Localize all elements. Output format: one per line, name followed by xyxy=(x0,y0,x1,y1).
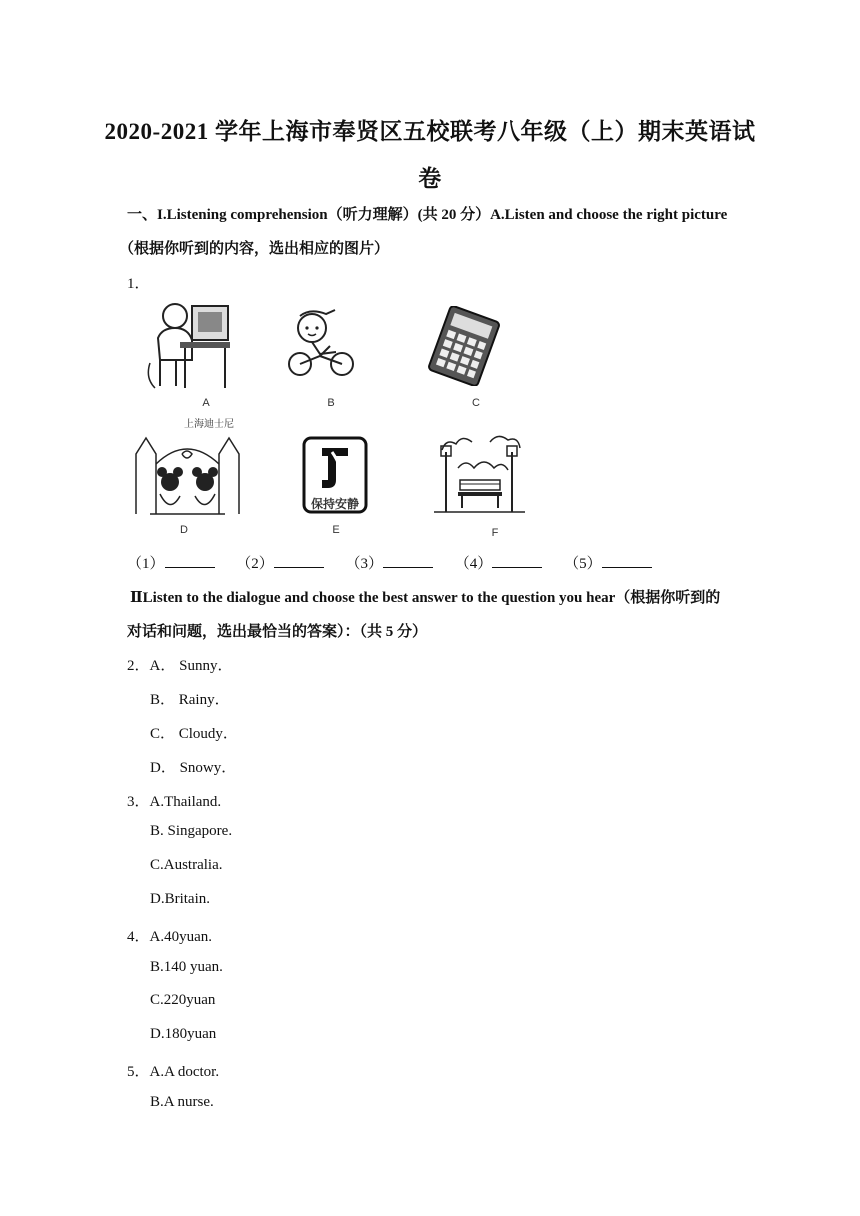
question-2-option-c[interactable]: C． Cloudy． xyxy=(150,726,238,742)
question-5-option-a[interactable]: A.A doctor. xyxy=(149,1064,220,1080)
picture-a-letter: A xyxy=(202,397,210,409)
blank-label-3: （3） xyxy=(345,556,384,572)
picture-a-computer-icon xyxy=(140,298,240,393)
answer-blank-1[interactable] xyxy=(165,553,215,568)
picture-e-letter: E xyxy=(332,524,340,536)
question-5 xyxy=(127,1060,219,1081)
picture-b-letter: B xyxy=(327,397,335,409)
question-4-number: 4． xyxy=(127,929,150,945)
question-3-option-a[interactable]: A.Thailand. xyxy=(149,794,222,810)
section2-heading-cn: 对话和问题，选出最恰当的答案）：（共 5 分） xyxy=(127,624,428,640)
question-3 xyxy=(127,790,221,811)
question-4-option-c[interactable]: C.220yuan xyxy=(150,992,216,1008)
section1-heading-cn: （根据你听到的内容，选出相应的图片） xyxy=(119,241,390,257)
question-2-option-a[interactable]: A． Sunny． xyxy=(149,658,233,674)
blank-item-3 xyxy=(346,552,434,573)
blank-item-4 xyxy=(455,552,543,573)
exam-title-line1: 2020-2021 学年上海市奉贤区五校联考八年级（上）期末英语试 xyxy=(104,119,756,144)
answer-blank-2[interactable] xyxy=(274,553,324,568)
blank-item-5 xyxy=(564,552,652,573)
question-2-option-b[interactable]: B． Rainy． xyxy=(150,692,230,708)
blank-label-1: （1） xyxy=(127,556,165,572)
answer-blanks-row xyxy=(127,552,670,573)
picture-d-disneyland-icon xyxy=(130,414,245,522)
question-4 xyxy=(127,925,212,946)
question-5-number: 5． xyxy=(127,1064,150,1080)
question-3-option-c[interactable]: C.Australia. xyxy=(150,857,223,873)
picture-c-calculator-icon xyxy=(428,306,500,386)
blank-item-1 xyxy=(127,552,215,573)
picture-d-caption: 上海迪士尼 xyxy=(184,419,234,430)
blank-label-5: （5） xyxy=(564,556,602,572)
blank-item-2 xyxy=(236,552,324,573)
answer-blank-3[interactable] xyxy=(383,553,433,568)
picture-f-park-bench-icon xyxy=(432,428,527,516)
question-2-option-d[interactable]: D． Snowy． xyxy=(150,760,237,776)
picture-f-letter: F xyxy=(491,527,499,539)
question-3-option-b[interactable]: B. Singapore. xyxy=(150,823,233,839)
picture-e-caption: 保持安静 xyxy=(310,497,359,511)
question-4-option-b[interactable]: B.140 yuan. xyxy=(150,959,223,975)
question-4-option-d[interactable]: D.180yuan xyxy=(150,1026,217,1042)
picture-c-letter: C xyxy=(472,397,480,409)
answer-blank-4[interactable] xyxy=(492,553,542,568)
section2-heading: ⅡListen to the dialogue and choose the best answer to the question you hear（根据你听到的 xyxy=(130,590,721,606)
question-3-option-d[interactable]: D.Britain. xyxy=(150,891,210,907)
exam-title-line2: 卷 xyxy=(418,166,442,191)
question-2 xyxy=(127,654,232,675)
picture-b-bike-icon xyxy=(280,306,360,378)
question-4-option-a[interactable]: A.40yuan. xyxy=(149,929,213,945)
picture-d-letter: D xyxy=(180,524,188,536)
blank-label-4: （4） xyxy=(454,556,493,572)
blank-label-2: （2） xyxy=(236,556,274,572)
question-1-number: 1． xyxy=(127,276,150,292)
answer-blank-5[interactable] xyxy=(602,553,652,568)
question-2-number: 2． xyxy=(127,658,150,674)
question-5-option-b[interactable]: B.A nurse. xyxy=(150,1094,214,1110)
question-3-number: 3． xyxy=(127,794,150,810)
section1-heading: 一、I.Listening comprehension（听力理解）(共 20 分）A.Listen and choose the right picture xyxy=(127,207,728,223)
